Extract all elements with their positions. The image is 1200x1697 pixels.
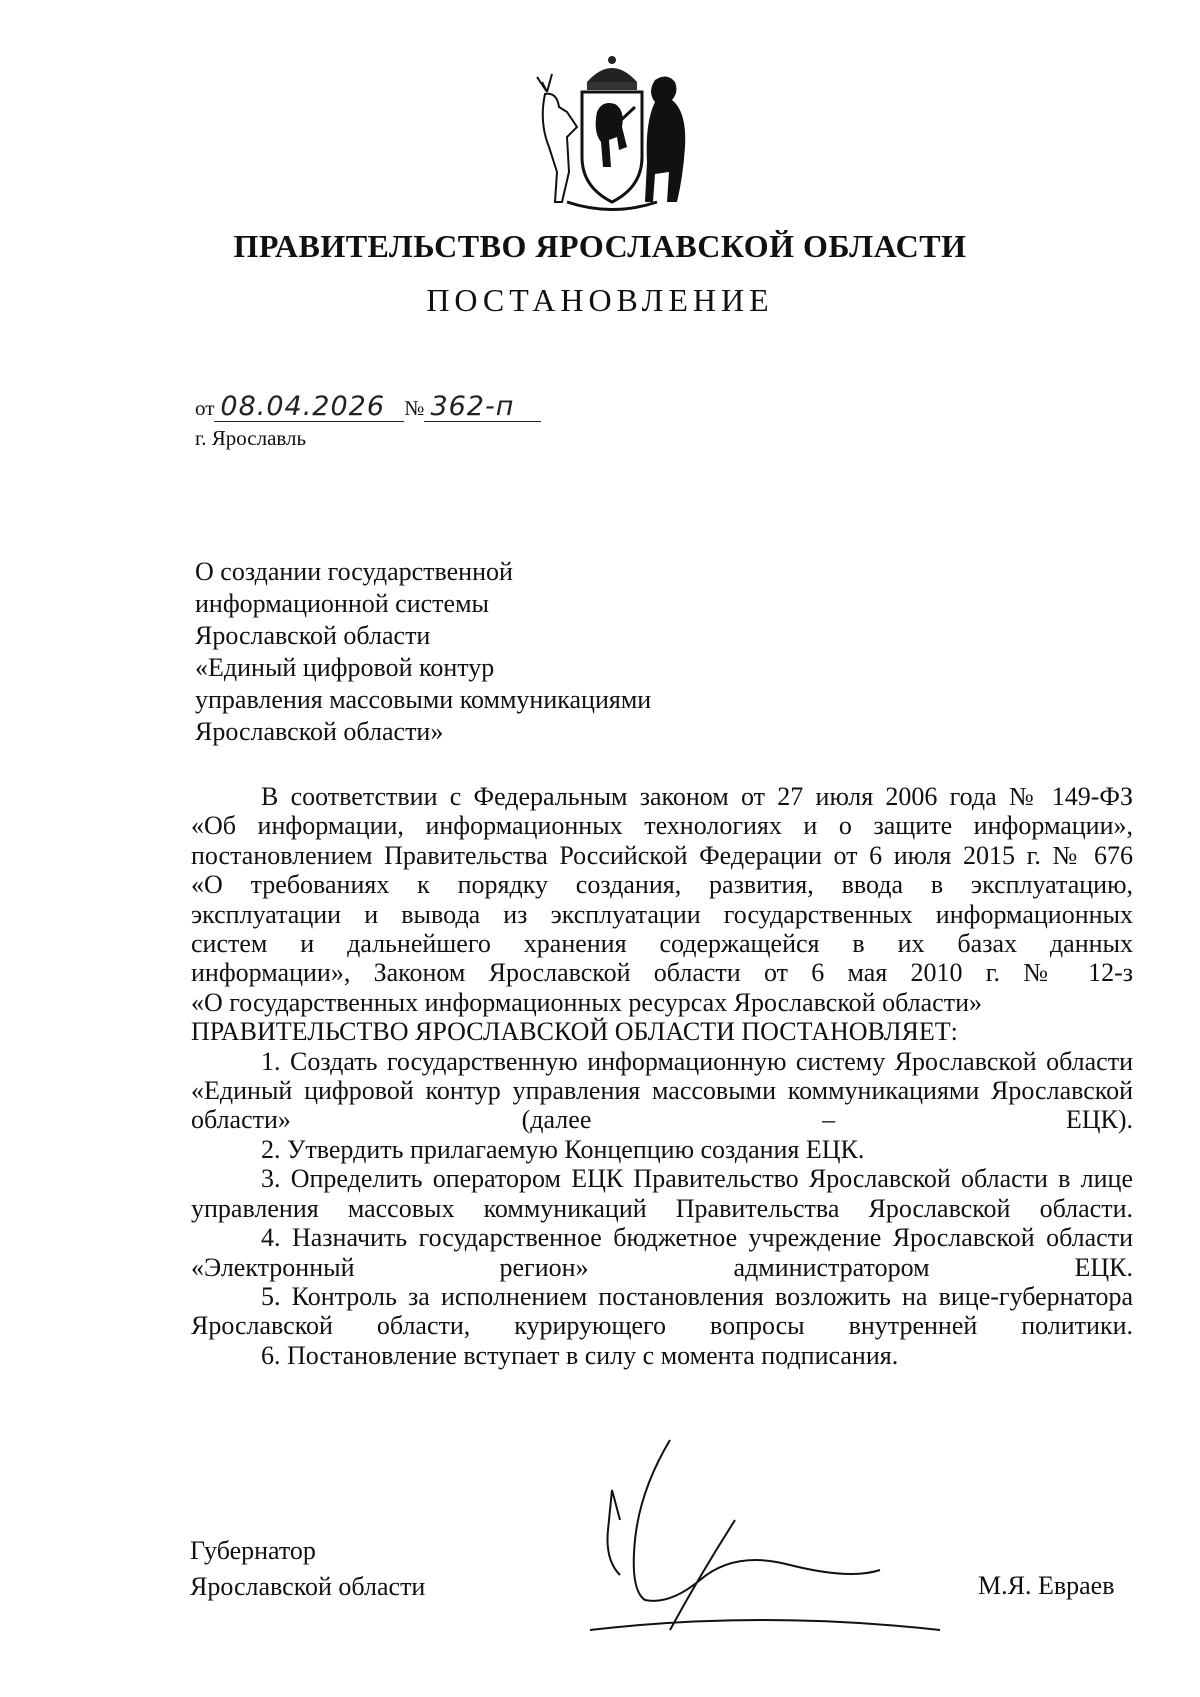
preamble-line: В соответствии с Федеральным законом от 27 июля 2006 года № 149-ФЗ (261, 782, 1133, 811)
date-prefix: от (195, 396, 215, 420)
government-title: ПРАВИТЕЛЬСТВО ЯРОСЛАВСКОЙ ОБЛАСТИ (233, 228, 967, 264)
preamble-line: эксплуатации и вывода из эксплуатации государственных информационных (191, 899, 1133, 929)
signatory-title-line: Губернатор (190, 1536, 316, 1565)
preamble-line: «Об информации, информационных технологиях и о защите информации», (191, 811, 1133, 841)
subject-line: информационной системы (195, 589, 489, 618)
subject-line: О создании государственной (195, 557, 513, 586)
list-item: 5. Контроль за исполнением постановления возложить на вице-губернатора Ярославской области, курирующего вопросы внутренней политики. (191, 1281, 1133, 1341)
signatory-title-line: Ярославской области (190, 1572, 426, 1601)
preamble-line: «О требованиях к порядку создания, развития, ввода в эксплуатацию, (191, 870, 1133, 900)
preamble-line: информации», Законом Ярославской области от 6 мая 2010 г. № 12-з (191, 958, 1133, 988)
handwritten-number: 362-п (424, 393, 541, 422)
number-prefix: № (404, 396, 425, 420)
handwritten-signature (560, 1430, 990, 1650)
list-item: 4. Назначить государственное бюджетное учреждение Ярославской области «Электронный регион» администратором ЕЦК. (191, 1223, 1133, 1282)
list-item: 6. Постановление вступает в силу с момента подписания. (261, 1340, 899, 1370)
coat-of-arms-icon (527, 52, 697, 212)
handwritten-date: 08.04.2026 (214, 393, 404, 422)
signatory-title (190, 1533, 425, 1605)
document-type: ПОСТАНОВЛЕНИЕ (426, 282, 774, 318)
date-number-line (195, 393, 541, 422)
city: г. Ярославль (195, 426, 307, 450)
document-subject (195, 556, 651, 748)
signatory-name: М.Я. Евраев (978, 1571, 1115, 1600)
preamble-line: постановлением Правительства Российской Федерации от 6 июля 2015 г. № 676 (191, 840, 1133, 870)
list-item: 2. Утвердить прилагаемую Концепцию создания ЕЦК. (261, 1134, 865, 1164)
resolves-line: ПРАВИТЕЛЬСТВО ЯРОСЛАВСКОЙ ОБЛАСТИ ПОСТАНОВЛЯЕТ: (191, 1017, 958, 1047)
list-item: 3. Определить оператором ЕЦК Правительство Ярославской области в лице управления массовых коммуникаций Правительства Ярославской области. (191, 1164, 1133, 1223)
subject-line: Ярославской области (195, 621, 431, 650)
subject-line: управления массовыми коммуникациями (195, 685, 652, 714)
preamble-line: систем и дальнейшего хранения содержащейся в их базах данных (191, 929, 1133, 959)
preamble-line: «О государственных информационных ресурсах Ярославской области» (191, 987, 982, 1017)
document-body (191, 782, 1133, 1370)
list-item: 1. Создать государственную информационную систему Ярославской области «Единый цифровой контур управления массовыми коммуникациями Ярославской области» (далее – ЕЦК). (191, 1046, 1133, 1135)
subject-line: Ярославской области» (195, 717, 444, 746)
subject-line: «Единый цифровой контур (195, 653, 495, 682)
